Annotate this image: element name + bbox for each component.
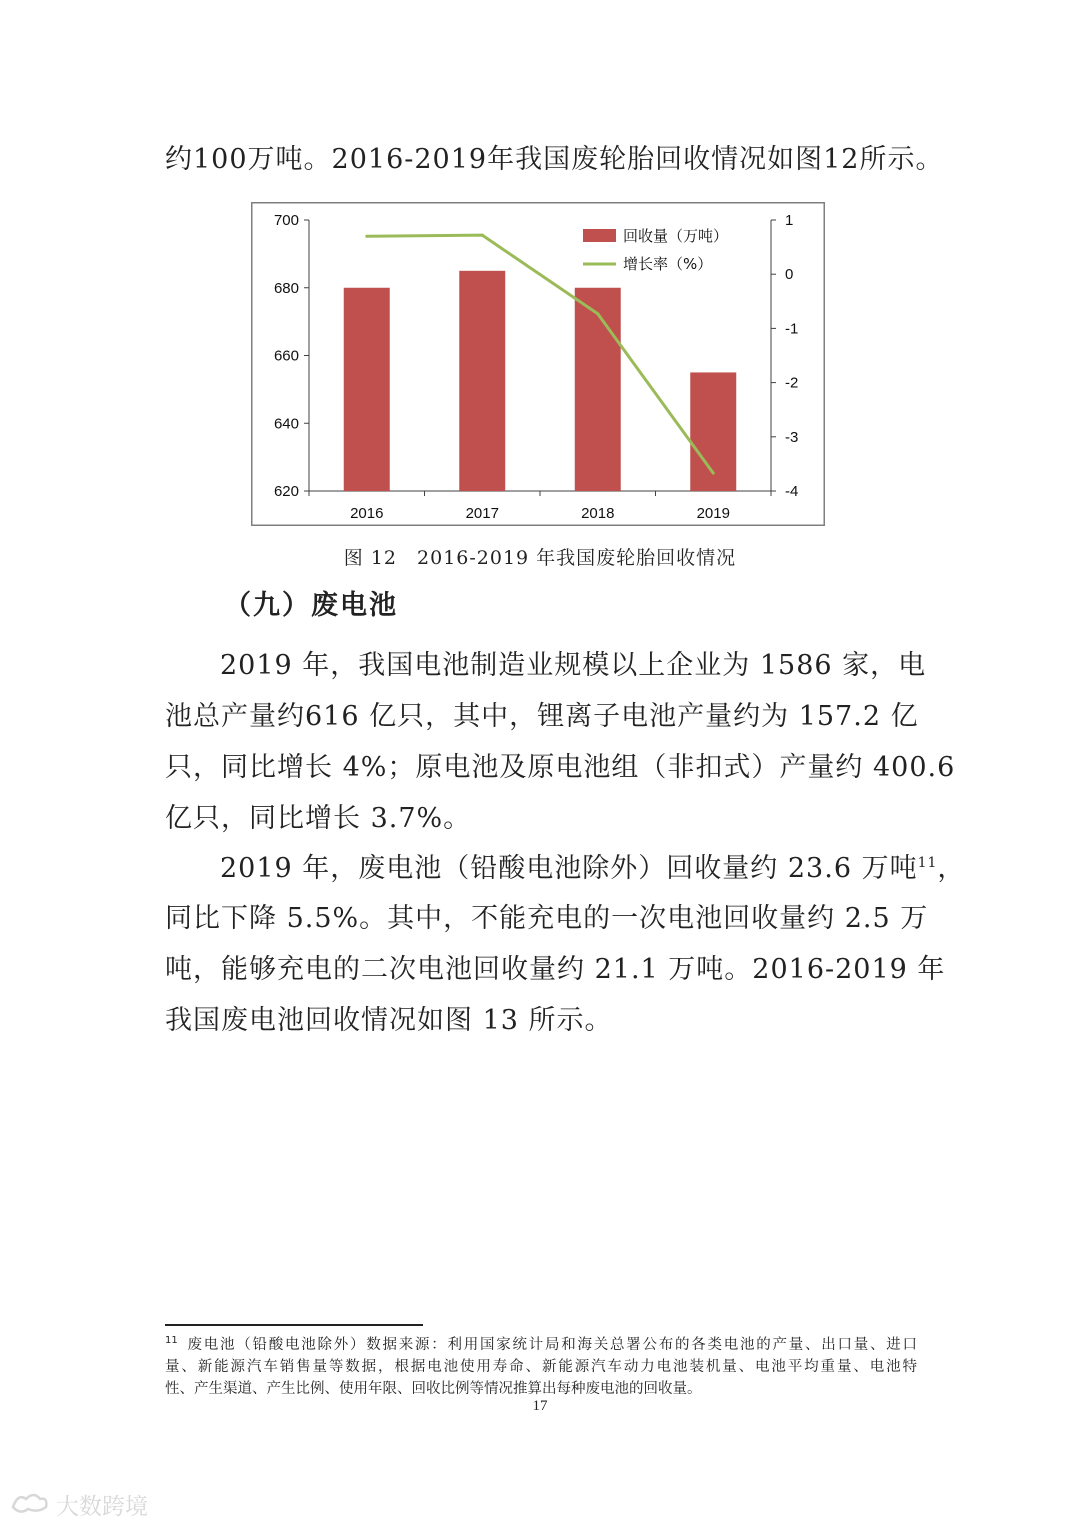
para2-line-1-text: 2019 年，废电池（铅酸电池除外）回收量约 23.6 万吨: [220, 853, 918, 884]
para2-line-2: 同比下降 5.5%。其中，不能充电的一次电池回收量约 2.5 万: [165, 903, 929, 934]
y-tick-label-2: 660: [273, 347, 299, 365]
watermark: [10, 1488, 148, 1521]
para2-line-3: 吨，能够充电的二次电池回收量约 21.1 万吨。2016-2019 年: [165, 954, 946, 985]
line-point-2018: [596, 312, 599, 315]
legend-label-line: 增长率（%）: [623, 255, 713, 273]
figure-caption: 图 12 2016-2019 年我国废轮胎回收情况: [343, 547, 737, 569]
section-heading: （九）废电池: [224, 590, 398, 621]
bar-2018: [575, 288, 621, 491]
x-tick-label-2018: 2018: [581, 505, 615, 522]
para1-line-3: 只，同比增长 4%；原电池及原电池组（非扣式）产量约 400.6: [165, 752, 956, 783]
y-tick-label-0: 620: [273, 483, 299, 500]
para1-line-4: 亿只，同比增长 3.7%。: [165, 803, 472, 834]
para2-line-1: [220, 849, 966, 889]
y-tick-label-3: 680: [273, 279, 299, 297]
x-tick-label-2017: 2017: [465, 505, 499, 522]
line-point-2016: [365, 235, 368, 238]
watermark-text: 大数跨境: [56, 1494, 148, 1520]
line-point-2019: [712, 472, 715, 475]
y2-tick-label-4: 0: [785, 266, 794, 284]
bar-2016: [344, 288, 390, 491]
page-number: 17: [532, 1398, 548, 1414]
footnote-line-2: 量、新能源汽车销售量等数据，根据电池使用寿命、新能源汽车动力电池装机量、电池平均重量、电池特: [165, 1359, 917, 1375]
tire-recycling-chart: [251, 202, 825, 526]
para2-line-1-comma: ，: [937, 853, 966, 884]
footnote-ref[interactable]: 11: [917, 855, 938, 871]
footnote-line-3: 性、产生渠道、产生比例、使用年限、回收比例等情况推算出每种废电池的回收量。: [165, 1381, 702, 1397]
legend-swatch-bar: [583, 229, 616, 242]
x-tick-label-2016: 2016: [350, 505, 384, 522]
footnote-line-1-text: 废电池（铅酸电池除外）数据来源：利用国家统计局和海关总署公布的各类电池的产量、出口量、进口: [185, 1337, 917, 1353]
y2-tick-label-5: 1: [785, 212, 794, 229]
footnote-divider: [165, 1324, 423, 1326]
chart-svg: [251, 202, 825, 526]
y2-tick-label-1: -3: [785, 428, 799, 446]
y2-tick-label-3: -1: [785, 320, 799, 338]
chart-border: [252, 203, 825, 526]
para1-line-1: 2019 年，我国电池制造业规模以上企业为 1586 家，电: [220, 650, 927, 681]
y2-tick-label-2: -2: [785, 374, 799, 392]
intro-line: 约100万吨。2016-2019年我国废轮胎回收情况如图12所示。: [165, 144, 944, 175]
y-tick-label-1: 640: [273, 415, 299, 433]
para2-line-4: 我国废电池回收情况如图 13 所示。: [165, 1005, 613, 1036]
bar-2017: [459, 271, 505, 491]
footnote-number: 11: [165, 1335, 178, 1347]
footnote-line-1: [165, 1334, 917, 1356]
y2-tick-label-0: -4: [785, 483, 799, 500]
x-tick-label-2019: 2019: [696, 505, 730, 522]
brand-logo-icon: [10, 1489, 50, 1521]
para1-line-2: 池总产量约616 亿只，其中，锂离子电池产量约为 157.2 亿: [165, 701, 919, 732]
line-point-2017: [481, 234, 484, 237]
legend-label-bar: 回收量（万吨）: [623, 227, 729, 245]
y-tick-label-4: 700: [273, 212, 299, 229]
